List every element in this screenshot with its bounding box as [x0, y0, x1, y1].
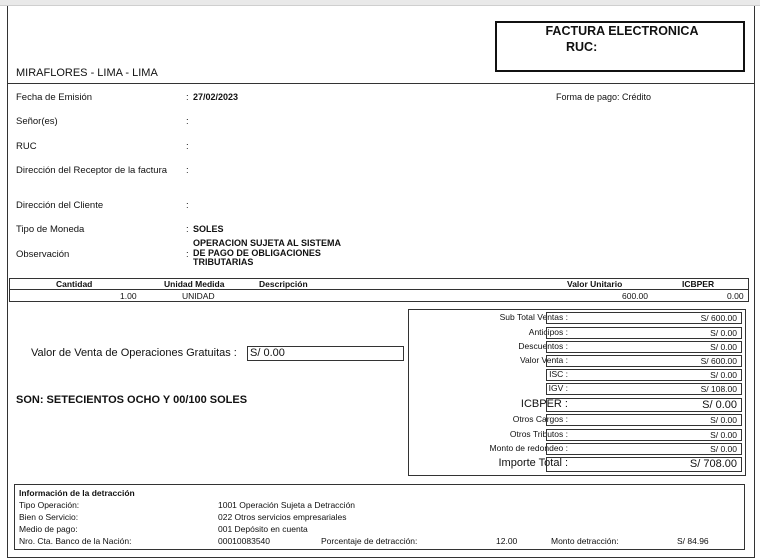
- item-cantidad: 1.00: [120, 291, 137, 301]
- medio-pago-value: 001 Depósito en cuenta: [218, 524, 308, 534]
- total-value: S/ 600.00: [546, 312, 742, 324]
- col-icbper: ICBPER: [682, 279, 715, 289]
- bien-servicio-label: Bien o Servicio:: [19, 512, 79, 522]
- total-label: ISC :: [549, 369, 568, 379]
- gratuitas-value: S/ 0.00: [247, 346, 404, 361]
- total-label: Anticipos :: [528, 327, 568, 337]
- total-label: Otros Tributos :: [509, 429, 568, 439]
- detraccion-box: [14, 484, 745, 550]
- item-icbper: 0.00: [727, 291, 744, 301]
- direccion-receptor-label: Dirección del Receptor de la factura: [16, 165, 168, 176]
- total-value: S/ 0.00: [546, 398, 742, 412]
- tipo-operacion-value: 1001 Operación Sujeta a Detracción: [218, 500, 356, 510]
- total-value: S/ 0.00: [546, 369, 742, 381]
- medio-pago-label: Medio de pago:: [19, 524, 78, 534]
- total-value: S/ 708.00: [546, 457, 742, 472]
- col-unidad-medida: Unidad Medida: [164, 279, 225, 289]
- observacion-value: [193, 239, 341, 268]
- total-value: S/ 108.00: [546, 383, 742, 395]
- issuer-address: MIRAFLORES - LIMA - LIMA: [16, 67, 158, 79]
- detraccion-title: Información de la detracción: [19, 488, 135, 498]
- direccion-cliente-colon: :: [186, 200, 189, 211]
- senores-label: Señor(es): [16, 116, 58, 127]
- item-valor-unitario: 600.00: [622, 291, 648, 301]
- bien-servicio-value: 022 Otros servicios empresariales: [218, 512, 347, 522]
- cuenta-banco-label: Nro. Cta. Banco de la Nación:: [19, 536, 132, 546]
- fecha-emision-label: Fecha de Emisión: [16, 92, 93, 103]
- direccion-cliente-label: Dirección del Cliente: [16, 200, 104, 211]
- total-label: Importe Total :: [498, 457, 568, 469]
- moneda-label: Tipo de Moneda: [16, 224, 85, 235]
- observacion-colon: :: [186, 249, 189, 260]
- monto-detraccion-value: S/ 84.96: [677, 536, 709, 546]
- items-table: [9, 278, 749, 302]
- col-cantidad: Cantidad: [56, 279, 93, 289]
- total-value: S/ 0.00: [546, 414, 742, 426]
- total-label: Otros Cargos :: [512, 414, 568, 424]
- forma-pago: Forma de pago: Crédito: [556, 92, 652, 102]
- fecha-colon: :: [186, 92, 189, 103]
- observacion-line: OPERACION SUJETA AL SISTEMA: [193, 238, 342, 248]
- porcentaje-value: 12.00: [496, 536, 518, 546]
- total-label: Sub Total Ventas :: [499, 312, 568, 322]
- tipo-operacion-label: Tipo Operación:: [19, 500, 80, 510]
- col-descripcion: Descripción: [259, 279, 308, 289]
- direccion-receptor-colon: :: [186, 165, 189, 176]
- ruc-label: RUC: [16, 141, 37, 152]
- total-label: Monto de redondeo :: [489, 443, 568, 453]
- invoice-title: FACTURA ELECTRONICA: [545, 24, 699, 38]
- observacion-line: TRIBUTARIAS: [193, 257, 254, 267]
- moneda-value: SOLES: [193, 224, 224, 234]
- total-label: Valor Venta :: [519, 355, 568, 365]
- invoice-ruc-label: RUC:: [566, 40, 598, 54]
- observacion-label: Observación: [16, 249, 70, 260]
- gratuitas-label: Valor de Venta de Operaciones Gratuitas :: [31, 347, 237, 359]
- totals-box: [408, 309, 746, 476]
- fecha-emision-value: 27/02/2023: [193, 92, 239, 102]
- items-header-line: [10, 289, 748, 290]
- col-valor-unitario: Valor Unitario: [567, 279, 623, 289]
- moneda-colon: :: [186, 224, 189, 235]
- amount-in-words: SON: SETECIENTOS OCHO Y 00/100 SOLES: [16, 394, 248, 406]
- item-unidad: UNIDAD: [182, 291, 215, 301]
- total-value: S/ 0.00: [546, 443, 742, 455]
- total-label: Descuentos :: [518, 341, 568, 351]
- total-label: IGV :: [548, 383, 568, 393]
- observacion-line: DE PAGO DE OBLIGACIONES: [193, 247, 321, 258]
- porcentaje-label: Porcentaje de detracción:: [321, 536, 418, 546]
- total-label: ICBPER :: [520, 398, 568, 410]
- invoice-header-box: [495, 21, 745, 72]
- ruc-colon: :: [186, 141, 189, 152]
- total-value: S/ 0.00: [546, 327, 742, 339]
- monto-detraccion-label: Monto detracción:: [551, 536, 619, 546]
- header-separator: [8, 83, 754, 84]
- total-value: S/ 0.00: [546, 429, 742, 441]
- total-value: S/ 0.00: [546, 341, 742, 353]
- senores-colon: :: [186, 116, 189, 127]
- cuenta-banco-value: 00010083540: [218, 536, 271, 546]
- total-value: S/ 600.00: [546, 355, 742, 367]
